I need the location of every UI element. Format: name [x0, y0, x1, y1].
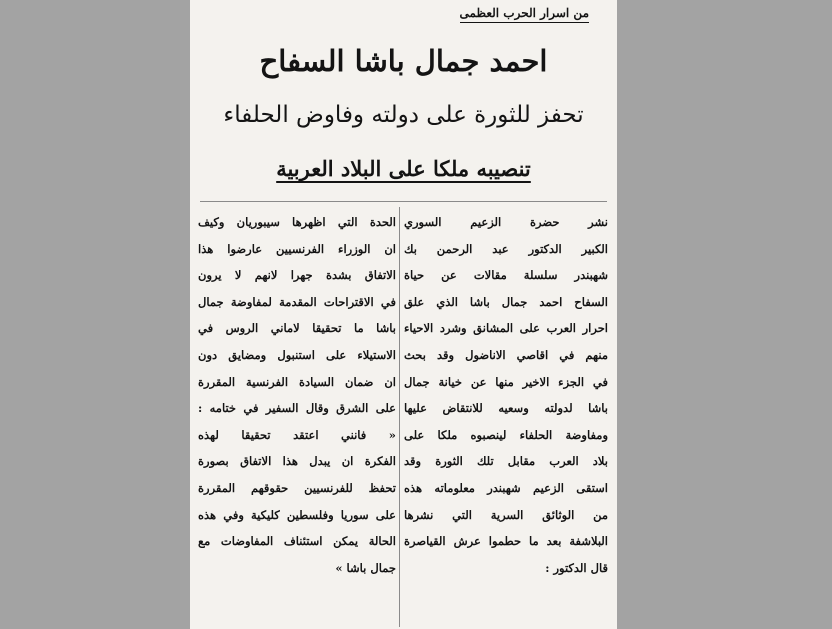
column-line: في الجزء الاخير منها عن خيانة جمال	[404, 374, 608, 389]
column-line: قال الدكتور :	[545, 560, 608, 575]
column-line: جمال باشا »	[335, 560, 396, 575]
column-line: من الوثائق السرية التي نشرها	[404, 507, 608, 522]
column-line: الاتفاق بشدة جهرا لانهم لا يرون	[198, 268, 396, 283]
column-line: شهبندر سلسلة مقالات عن حياة	[404, 268, 608, 283]
column-line: الكبير الدكتور عبد الرحمن بك	[404, 241, 608, 256]
section-rubric: من اسرار الحرب العظمى	[460, 6, 589, 23]
left-margin-shade	[0, 0, 190, 629]
right-margin-shade	[617, 0, 832, 629]
headline: احمد جمال باشا السفاح	[259, 44, 548, 78]
column-line: على الشرق وقال السفير في ختامه :	[198, 401, 396, 416]
column-divider	[399, 207, 400, 627]
column-line: احرار العرب على المشانق وشرد الاحياء	[404, 321, 608, 336]
column-left	[198, 209, 396, 581]
deck-headline: تنصيبه ملكا على البلاد العربية	[276, 156, 531, 181]
subheadline: تحفز للثورة على دولته وفاوض الحلفاء	[223, 102, 584, 128]
column-line: الحالة يمكن استئناف المفاوضات مع	[198, 534, 396, 549]
column-line: الحدة التي اظهرها سيبوريان وكيف	[198, 215, 396, 229]
column-line: الفكرة ان يبدل هذا الاتفاق بصورة	[198, 454, 396, 469]
column-line: باشا ما تحقيقا لاماني الروس في	[198, 321, 396, 336]
column-line: الاستيلاء على استنبول ومضايق دون	[198, 347, 396, 362]
column-line: ومفاوضة الحلفاء لينصبوه ملكا على	[404, 427, 608, 442]
header-divider	[200, 201, 607, 202]
column-right	[404, 209, 608, 581]
column-line: باشا لدولته وسعيه للانتقاض عليها	[404, 401, 608, 416]
column-line: بلاد العرب مقابل تلك الثورة وقد	[404, 454, 608, 469]
column-line: في الاقتراحات المقدمة لمفاوضة جمال	[198, 294, 396, 309]
column-line: على سوريا وفلسطين كليكية وفي هذه	[198, 507, 396, 522]
column-line: « فانني اعتقد تحقيقا لهذه	[198, 427, 396, 442]
column-line: ان ضمان السيادة الفرنسية المقررة	[198, 374, 396, 389]
column-line: السفاح احمد جمال باشا الذي علق	[404, 294, 608, 309]
column-line: نشر حضرة الزعيم السوري	[404, 215, 608, 229]
column-line: منهم في اقاصي الاناضول وقد بحث	[404, 347, 608, 362]
column-line: تحفظ للفرنسيين حقوقهم المقررة	[198, 480, 396, 495]
column-line: ان الوزراء الفرنسيين عارضوا هذا	[198, 241, 396, 256]
newspaper-clipping	[190, 0, 617, 629]
column-line: البلاشفة بعد ما حطموا عرش القياصرة	[404, 534, 608, 549]
column-line: استقى الزعيم شهبندر معلوماته هذه	[404, 480, 608, 495]
